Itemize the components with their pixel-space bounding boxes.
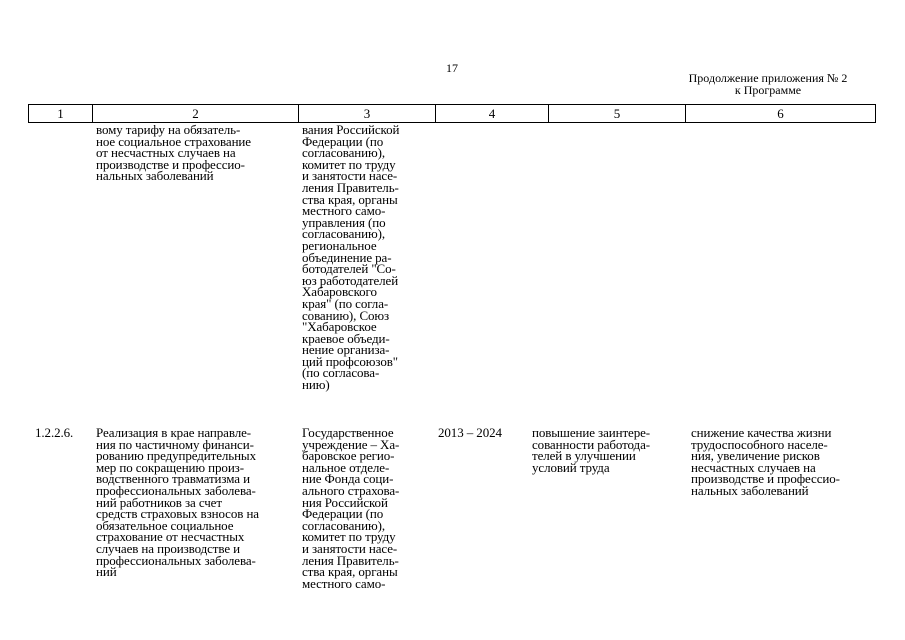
row-number: 1.2.2.6. (35, 425, 74, 440)
column-header-5: 5 (548, 105, 685, 122)
column-header-2: 2 (92, 105, 298, 122)
continued-row-executors: вания Российской Федерации (по согласованию), комитет по труду и занятости насе- ления Правитель- ства края, органы местного само- управления (по согласованию), региональное объединение ра- ботодателей "Со- юз работодателей Хабаровского края" (по согла- сованию), Союз "Хабаровское краевое объеди- нение организа- ций профсоюзов" (по согласова- нию) (302, 122, 400, 393)
row-expected-result: повышение заинтере- сованности работода- телей в улучшении условий труда (532, 425, 651, 475)
column-header-3: 3 (298, 105, 435, 122)
row-measure-description: Реализация в крае направле- ния по частичному финанси- рованию предупредительных мер по сокращению произ- водственного травматизма и профессиональных заболева- ний работников за счет средств страховых взносов на обязательное социальное страхование от несчастных случаев на производстве и профессиональных заболева- ний (96, 425, 259, 580)
row-consequences: снижение качества жизни трудоспособного населе- ния, увеличение рисков несчастных случаев на производстве и профессио- нальных заболеваний (691, 425, 840, 498)
column-header-4: 4 (435, 105, 548, 122)
appendix-note-line1: Продолжение приложения № 2 (688, 71, 848, 85)
appendix-note (668, 72, 868, 96)
row-period: 2013 – 2024 (438, 425, 502, 440)
appendix-note-line2: к Программе (734, 83, 802, 97)
column-header-6: 6 (685, 105, 875, 122)
row-executors: Государственное учреждение – Ха- баровское регио- нальное отделе- ние Фонда соци- ального страхова- ния Российской Федерации (по согласованию), комитет по труду и занятости насе- ления Правитель- ства края, органы местного само- (302, 425, 400, 591)
table-header-row (28, 104, 876, 123)
continued-row-description: вому тарифу на обязатель- ное социальное страхование от несчастных случаев на производстве и профессио- нальных заболеваний (96, 122, 251, 184)
page-number: 17 (446, 61, 458, 75)
column-header-1: 1 (57, 106, 64, 121)
